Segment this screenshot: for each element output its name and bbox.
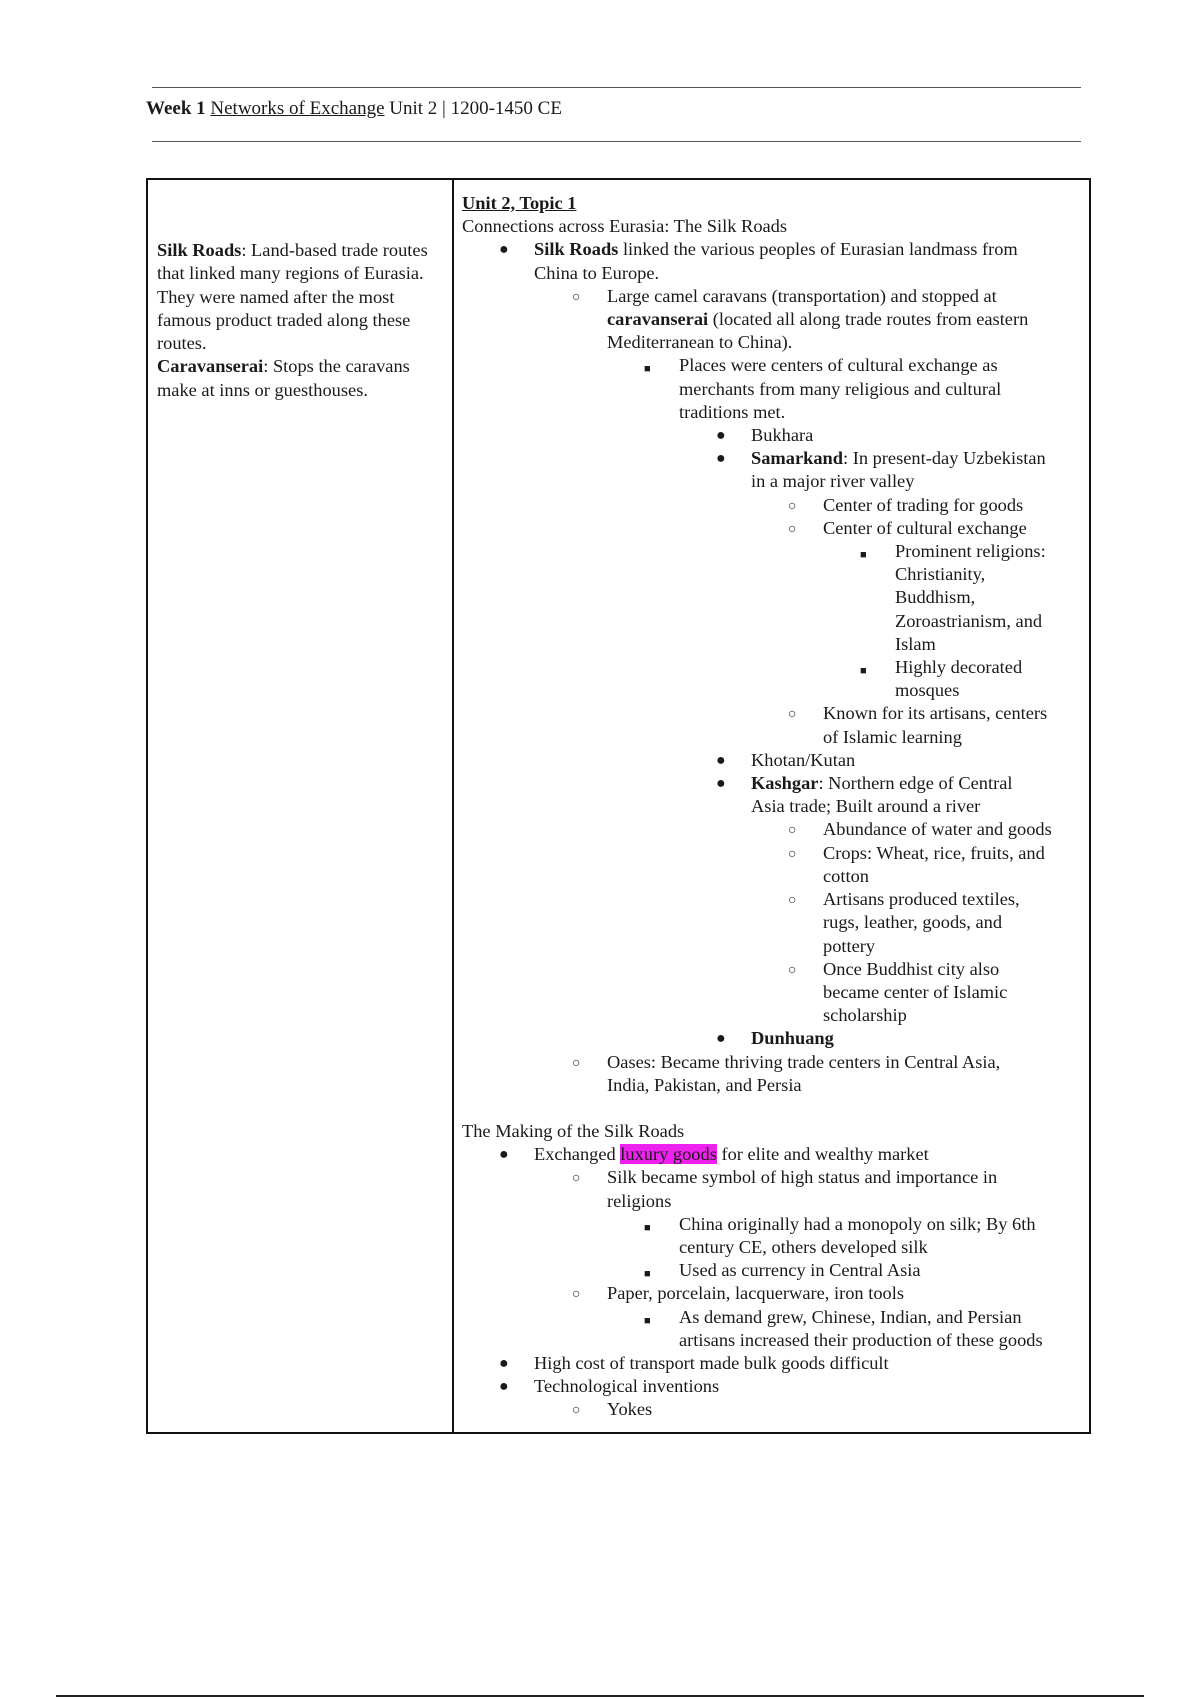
text-segment: scholarship	[823, 1005, 907, 1026]
text-segment: Paper, porcelain, lacquerware, iron tools	[607, 1283, 904, 1304]
list-item-continuation	[462, 1329, 1082, 1352]
text-segment: Places were centers of cultural exchange as	[679, 355, 998, 376]
text-segment: Prominent religions:	[895, 541, 1046, 562]
list-item	[462, 1027, 1082, 1050]
bullet-icon: ●	[716, 1030, 726, 1048]
bold-term: Kashgar	[751, 773, 819, 794]
list-item	[462, 888, 1082, 911]
list-item	[462, 1143, 1082, 1166]
list-item	[462, 772, 1082, 795]
list-item-continuation	[462, 308, 1082, 331]
text-segment: India, Pakistan, and Persia	[607, 1074, 802, 1095]
bullet-icon: ○	[572, 1055, 581, 1071]
topic-heading: Unit 2, Topic 1	[462, 193, 577, 213]
list-item-continuation	[462, 1236, 1082, 1259]
bullet-icon: ●	[716, 427, 726, 445]
bullet-icon: ●	[499, 1146, 509, 1164]
list-item-continuation	[462, 981, 1082, 1004]
text-segment: in a major river valley	[751, 471, 915, 492]
definition: : Stops the caravans make at inns or guesthouses.	[157, 356, 410, 400]
list-item	[462, 1259, 1082, 1282]
bullet-icon: ○	[572, 1403, 581, 1419]
text-segment: Center of trading for goods	[823, 494, 1024, 515]
text-segment: traditions met.	[679, 401, 786, 422]
text-segment: China originally had a monopoly on silk; By 6th	[679, 1213, 1036, 1234]
list-item	[462, 1352, 1082, 1375]
bullet-icon: ■	[860, 665, 867, 678]
text-segment: Buddhism,	[895, 587, 976, 608]
list-item	[462, 517, 1082, 540]
text-segment: Known for its artisans, centers	[823, 703, 1048, 724]
bullet-icon: ○	[572, 1171, 581, 1187]
list-item	[462, 818, 1082, 841]
bold-term: Silk Roads	[534, 239, 619, 260]
list-item-continuation	[462, 795, 1082, 818]
bold-term: Samarkand	[751, 448, 843, 469]
text-segment: Used as currency in Central Asia	[679, 1260, 921, 1281]
list-item-continuation	[462, 331, 1082, 354]
text-segment: Once Buddhist city also	[823, 958, 1000, 979]
unit-label: Unit 2 | 1200-1450 CE	[389, 98, 562, 119]
text-segment: pottery	[823, 935, 876, 956]
list-item-continuation	[462, 262, 1082, 285]
bullet-icon: ●	[499, 1378, 509, 1396]
header-top-rule	[152, 87, 1081, 88]
list-item-continuation	[462, 726, 1082, 749]
bullet-icon: ○	[788, 893, 797, 909]
list-item-continuation	[462, 865, 1082, 888]
list-item	[462, 958, 1082, 981]
text-segment: Crops: Wheat, rice, fruits, and	[823, 842, 1045, 863]
text-segment: artisans increased their production of these goods	[679, 1329, 1043, 1350]
text-segment: Yokes	[607, 1399, 653, 1420]
list-item-continuation	[462, 378, 1082, 401]
text-segment: Christianity,	[895, 564, 986, 585]
list-item	[462, 1398, 1082, 1421]
bullet-icon: ●	[716, 751, 726, 769]
bullet-icon: ■	[644, 1314, 651, 1327]
list-item-continuation	[462, 935, 1082, 958]
footer-rule	[56, 1695, 1144, 1697]
text-segment: (located all along trade routes from eastern	[708, 309, 1029, 330]
text-segment: Oases: Became thriving trade centers in Central Asia,	[607, 1051, 1001, 1072]
vocab-silk-roads	[157, 239, 442, 355]
bullet-icon: ○	[788, 846, 797, 862]
list-item-continuation	[462, 1074, 1082, 1097]
list-item	[462, 656, 1082, 679]
text-segment: Center of cultural exchange	[823, 517, 1027, 538]
text-segment: became center of Islamic	[823, 981, 1008, 1002]
list-item	[462, 749, 1082, 772]
bullet-icon: ○	[572, 289, 581, 305]
text-segment: of Islamic learning	[823, 726, 962, 747]
notes-table	[146, 178, 1091, 1434]
list-item	[462, 702, 1082, 725]
list-item	[462, 1166, 1082, 1189]
list-item	[462, 494, 1082, 517]
bullet-icon: ■	[644, 363, 651, 376]
list-item	[462, 1282, 1082, 1305]
text-segment: Khotan/Kutan	[751, 749, 856, 770]
text-segment: Zoroastrianism, and	[895, 610, 1043, 631]
definition: : Land-based trade routes that linked many regions of Eurasia. They were named after the most famous product traded along these routes.	[157, 240, 428, 354]
list-item-continuation	[462, 1190, 1082, 1213]
text-segment: rugs, leather, goods, and	[823, 912, 1003, 933]
bullet-icon: ○	[788, 962, 797, 978]
column-divider	[452, 180, 454, 1432]
bullet-icon: ■	[644, 1268, 651, 1281]
text-segment: Islam	[895, 633, 936, 654]
section-title: The Making of the Silk Roads	[462, 1120, 685, 1141]
term: Caravanserai	[157, 356, 264, 377]
text-segment: linked the various peoples of Eurasian landmass from	[618, 239, 1018, 260]
highlighted-text: luxury goods	[620, 1144, 717, 1165]
page-header	[146, 98, 562, 120]
list-item-continuation	[462, 470, 1082, 493]
outline-list	[462, 1143, 1082, 1421]
text-segment: High cost of transport made bulk goods difficult	[534, 1352, 889, 1373]
bullet-icon: ■	[644, 1221, 651, 1234]
bold-term: caravanserai	[607, 309, 709, 330]
text-segment: Large camel caravans (transportation) and stopped at	[607, 285, 997, 306]
text-segment: Highly decorated	[895, 657, 1023, 678]
section-title: Connections across Eurasia: The Silk Roads	[462, 216, 788, 237]
vocab-caravanserai	[157, 355, 442, 402]
list-item-continuation	[462, 586, 1082, 609]
text-segment: Asia trade; Built around a river	[751, 796, 981, 817]
header-bottom-rule	[152, 141, 1081, 142]
vocabulary-column	[157, 239, 442, 402]
bullet-icon: ●	[716, 450, 726, 468]
text-segment: mosques	[895, 680, 960, 701]
list-item-continuation	[462, 563, 1082, 586]
bold-term: Dunhuang	[751, 1028, 834, 1049]
text-segment: China to Europe.	[534, 262, 660, 283]
bullet-icon: ●	[499, 1354, 509, 1372]
list-item	[462, 354, 1082, 377]
text-segment: century CE, others developed silk	[679, 1236, 928, 1257]
list-item	[462, 1375, 1082, 1398]
list-item	[462, 1306, 1082, 1329]
list-item	[462, 424, 1082, 447]
list-item	[462, 540, 1082, 563]
text-segment: Exchanged	[534, 1144, 621, 1165]
list-item-continuation	[462, 1004, 1082, 1027]
text-segment: for elite and wealthy market	[716, 1144, 929, 1165]
week-label: Week 1	[146, 98, 206, 119]
list-item	[462, 285, 1082, 308]
bullet-icon: ○	[788, 823, 797, 839]
bullet-icon: ○	[788, 707, 797, 723]
notes-column	[462, 192, 1082, 1422]
text-segment: Abundance of water and goods	[823, 819, 1052, 840]
text-segment: cotton	[823, 865, 869, 886]
bullet-icon: ●	[716, 775, 726, 793]
bullet-icon: ○	[788, 521, 797, 537]
bullet-icon: ○	[788, 498, 797, 514]
list-item-continuation	[462, 610, 1082, 633]
list-item	[462, 1213, 1082, 1236]
text-segment: Bukhara	[751, 425, 814, 446]
term: Silk Roads	[157, 240, 242, 260]
list-item-continuation	[462, 911, 1082, 934]
list-item	[462, 1051, 1082, 1074]
text-segment: Artisans produced textiles,	[823, 889, 1020, 910]
text-segment: religions	[607, 1190, 672, 1211]
outline-list	[462, 238, 1082, 1097]
bullet-icon: ○	[572, 1287, 581, 1303]
text-segment: : Northern edge of Central	[818, 773, 1013, 794]
text-segment: : In present-day Uzbekistan	[842, 448, 1046, 469]
text-segment: merchants from many religious and cultural	[679, 378, 1002, 399]
list-item	[462, 238, 1082, 261]
list-item-continuation	[462, 401, 1082, 424]
bullet-icon: ■	[860, 549, 867, 562]
bullet-icon: ●	[499, 241, 509, 259]
header-title-link[interactable]: Networks of Exchange	[210, 98, 385, 119]
text-segment: Mediterranean to China).	[607, 332, 793, 353]
text-segment: Silk became symbol of high status and importance in	[607, 1167, 998, 1188]
list-item	[462, 447, 1082, 470]
list-item-continuation	[462, 679, 1082, 702]
list-item-continuation	[462, 633, 1082, 656]
list-item	[462, 842, 1082, 865]
text-segment: Technological inventions	[534, 1376, 720, 1397]
text-segment: As demand grew, Chinese, Indian, and Persian	[679, 1306, 1022, 1327]
